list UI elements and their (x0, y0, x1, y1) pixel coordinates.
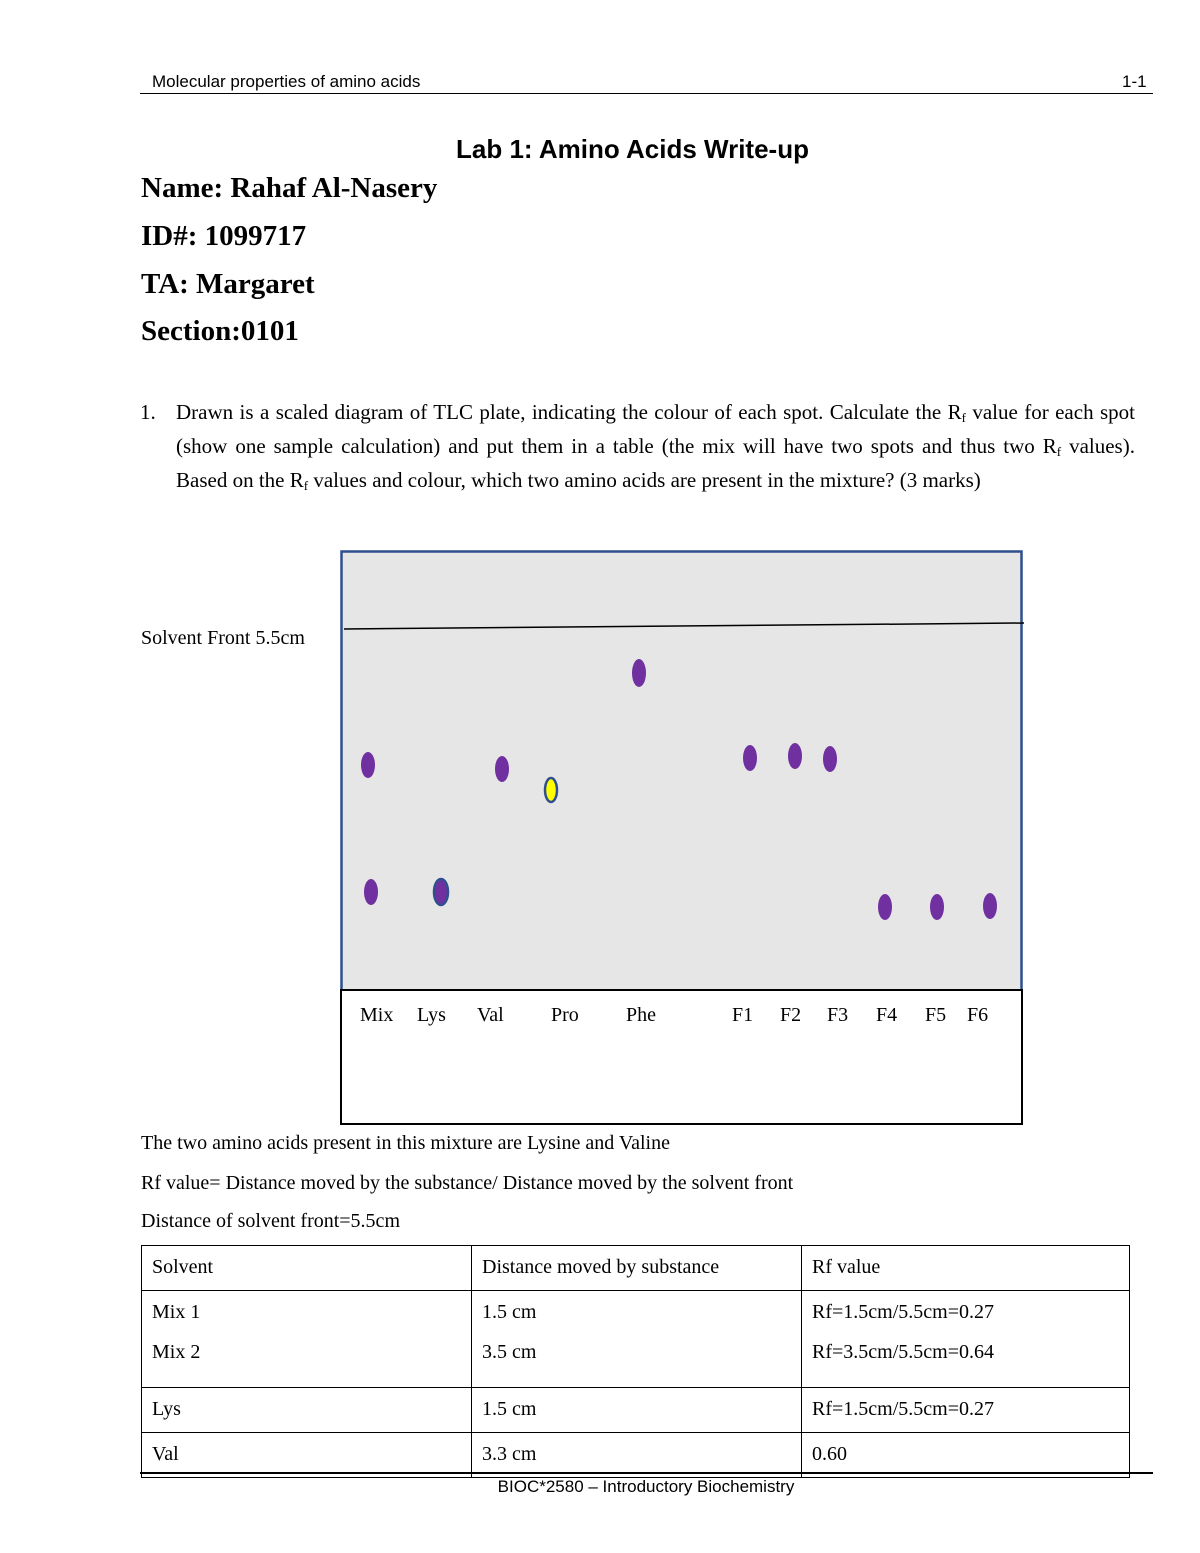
mix-2-distance: 3.5 cm (482, 1341, 537, 1363)
lane-label-mix: Mix (360, 1004, 394, 1026)
rf-subscript: f (1056, 444, 1062, 459)
question-1 (140, 398, 1135, 500)
lane-label-f5: F5 (925, 1004, 947, 1026)
question-text (176, 398, 1135, 500)
student-id: ID#: 1099717 (141, 220, 307, 252)
table-header-cell: Solvent (142, 1246, 472, 1291)
spot-f2 (788, 743, 802, 769)
question-number: 1. (140, 400, 156, 424)
lane-label-f1: F1 (732, 1004, 754, 1026)
table-row (142, 1291, 1130, 1388)
rf-formula-text: Rf value= Distance moved by the substance/ Distance moved by the solvent front (141, 1172, 794, 1194)
mix-2-rf: Rf=3.5cm/5.5cm=0.64 (812, 1341, 994, 1363)
rf-subscript: f (961, 410, 966, 425)
mix-1-rf: Rf=1.5cm/5.5cm=0.27 (812, 1301, 994, 1323)
section-number: Section:0101 (141, 315, 299, 347)
question-text-part1: Drawn is a scaled diagram of TLC plate, indicating the colour of each spot. Calculate the R (176, 400, 962, 424)
question-text-part2: value for each spot (show one sample calculation) and put them in a table (the mix will have two spots and thus two R (176, 400, 1135, 458)
spot-mix-lower (364, 879, 378, 905)
conclusion-text: The two amino acids present in this mixture are Lysine and Valine (141, 1132, 670, 1154)
table-cell: 0.60 (802, 1433, 1130, 1478)
ta-name: TA: Margaret (141, 268, 315, 300)
spot-f3 (823, 746, 837, 772)
lane-label-pro: Pro (551, 1004, 579, 1026)
page-footer: BIOC*2580 – Introductory Biochemistry (497, 1477, 795, 1496)
table-cell: Val (142, 1433, 472, 1478)
solvent-front-label: Solvent Front 5.5cm (141, 627, 305, 649)
student-name: Name: Rahaf Al-Nasery (141, 172, 438, 204)
rf-subscript: f (303, 478, 309, 493)
lane-label-phe: Phe (626, 1004, 656, 1026)
solvent-distance-text: Distance of solvent front=5.5cm (141, 1210, 400, 1232)
question-text-part4: values and colour, which two amino acids are present in the mixture? (3 marks) (308, 468, 981, 492)
table-row (142, 1433, 1130, 1478)
page-header-title: Molecular properties of amino acids (152, 72, 421, 91)
lane-label-val: Val (477, 1004, 504, 1026)
table-cell: Lys (142, 1388, 472, 1433)
table-cell: Rf=1.5cm/5.5cm=0.27 (802, 1388, 1130, 1433)
spot-f1 (743, 745, 757, 771)
lab-title: Lab 1: Amino Acids Write-up (456, 134, 809, 164)
mix-1-name: Mix 1 (152, 1301, 201, 1323)
lane-label-f6: F6 (967, 1004, 989, 1026)
footer-rule (140, 1472, 1153, 1474)
spot-phe (632, 659, 646, 687)
spot-f4 (878, 894, 892, 920)
lane-label-f3: F3 (827, 1004, 849, 1026)
table-cell: 1.5 cm (472, 1388, 802, 1433)
spot-mix-upper (361, 752, 375, 778)
spot-f5 (930, 894, 944, 920)
table-cell (802, 1291, 1130, 1388)
table-cell: 3.3 cm (472, 1433, 802, 1478)
mix-1-distance: 1.5 cm (482, 1301, 537, 1323)
question-text-part3: values). Based on the R (176, 434, 1135, 492)
lane-label-lys: Lys (417, 1004, 446, 1026)
table-header-row (142, 1246, 1130, 1291)
mix-2-name: Mix 2 (152, 1341, 201, 1363)
table-header-cell: Rf value (802, 1246, 1130, 1291)
spot-lys (434, 879, 448, 905)
rf-values-table (141, 1245, 1130, 1478)
spot-pro (545, 778, 557, 802)
lane-label-f2: F2 (780, 1004, 802, 1026)
lane-label-f4: F4 (876, 1004, 898, 1026)
header-rule (140, 93, 1153, 94)
table-cell (472, 1291, 802, 1388)
tlc-plate (342, 552, 1022, 992)
spot-val (495, 756, 509, 782)
table-cell (142, 1291, 472, 1388)
table-row (142, 1388, 1130, 1433)
page-number: 1-1 (1122, 72, 1147, 91)
table-header-cell: Distance moved by substance (472, 1246, 802, 1291)
spot-f6 (983, 893, 997, 919)
tlc-plate-diagram (340, 550, 1024, 1130)
